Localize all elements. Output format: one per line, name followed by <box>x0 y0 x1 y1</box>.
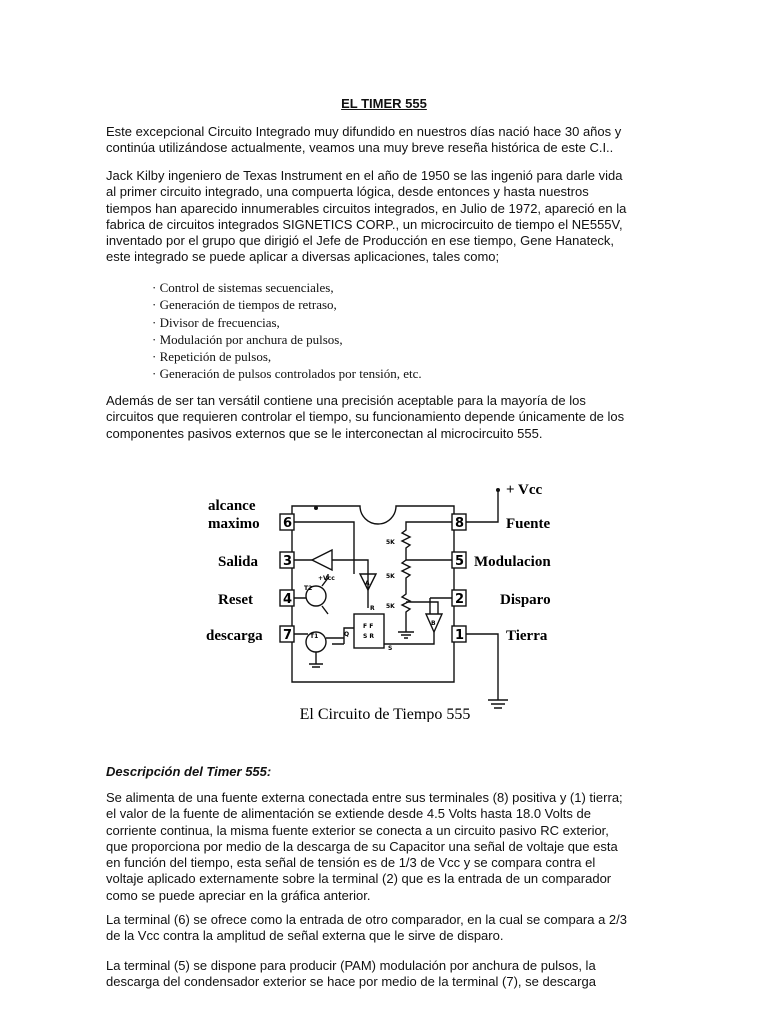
pin-4-label: Reset <box>218 592 253 608</box>
pin-8-label: Fuente <box>506 516 551 532</box>
vcc-label: + Vcc <box>506 482 543 498</box>
pin-7-label: descarga <box>206 628 263 644</box>
pin-2-number: 2 <box>455 592 465 607</box>
pin-6-label-line2: maximo <box>208 516 260 532</box>
timer-555-diagram <box>204 478 566 722</box>
resistor-1-label: 5K <box>386 539 395 546</box>
description-paragraph-1 <box>106 790 686 904</box>
ground-symbol <box>398 632 414 638</box>
pin-1-label: Tierra <box>506 628 548 644</box>
flip-flop-line2: S R <box>363 633 375 640</box>
text-line: La terminal (5) se dispone para producir (PAM) modulación por anchura de pulsos, la <box>106 958 596 973</box>
list-item: · Divisor de frecuencias, <box>152 314 280 330</box>
reset-input-label: R <box>370 605 375 612</box>
description-paragraph-2 <box>106 912 686 945</box>
t1-ground <box>309 664 323 667</box>
pin-2-label: Disparo <box>500 592 551 608</box>
text-line: este integrado se puede aplicar a diversas aplicaciones, tales como; <box>106 249 500 265</box>
pin-6-number: 6 <box>283 516 293 531</box>
pin-3-label: Salida <box>218 554 259 570</box>
transistor-vcc-label: +Vcc <box>318 575 335 582</box>
comparator-a-label: A <box>365 580 370 587</box>
text-line: descarga del condensador exterior se hace por medio de la terminal (7), se descarga <box>106 974 596 990</box>
history-paragraph <box>106 168 686 266</box>
description-heading: Descripción del Timer 555: <box>106 764 272 779</box>
resistor-3-label: 5K <box>386 603 395 610</box>
list-item: · Generación de pulsos controlados por tensión, etc. <box>152 366 422 382</box>
text-line: como se puede apreciar en la gráfica anterior. <box>106 887 371 903</box>
output-buffer <box>312 550 332 570</box>
text-line: inventado por el grupo que dirigió el Jefe de Producción en ese tiempo, Gene Hanateck, <box>106 233 615 249</box>
list-item: · Generación de tiempos de retraso, <box>152 297 337 313</box>
transistor-t1-label: T1 <box>310 633 319 640</box>
vcc-node <box>496 488 500 492</box>
text-line: en función del tiempo, esta señal de tensión es de 1/3 de Vcc y se compara contra el <box>106 855 596 871</box>
page-title: EL TIMER 555 <box>341 96 427 111</box>
q-output-label: Q <box>344 631 350 638</box>
text-line: de la Vcc contra la amplitud de señal externa que le sirve de disparo. <box>106 928 504 944</box>
list-item: · Repetición de pulsos, <box>152 349 272 365</box>
text-line: al primer circuito integrado, una compuerta lógica, desde entonces y hasta nuestros <box>106 184 589 200</box>
pin-4-number: 4 <box>283 592 293 607</box>
pin-5-number: 5 <box>455 554 465 569</box>
text-line: Se alimenta de una fuente externa conectada entre sus terminales (8) positiva y (1) tierra; <box>106 790 623 805</box>
pin-5-label: Modulacion <box>474 554 551 570</box>
comparator-b-label: B <box>431 620 436 627</box>
transistor-t2-label: T2 <box>304 585 313 592</box>
pin-1-number: 1 <box>455 628 465 643</box>
set-input-label: S <box>388 645 393 652</box>
applications-list <box>152 279 422 383</box>
text-line: el valor de la fuente de alimentación se extiende desde 4.5 Volts hasta 18.0 Volts de <box>106 806 591 822</box>
text-line: Además de ser tan versátil contiene una precisión aceptable para la mayoría de los <box>106 393 586 408</box>
vcc-wire <box>466 490 498 522</box>
description-paragraph-3 <box>106 958 686 991</box>
text-line: Este excepcional Circuito Integrado muy difundido en nuestros días nació hace 30 años y <box>106 124 622 139</box>
pin-6-label-line1: alcance <box>208 498 256 514</box>
text-line: componentes pasivos externos que se le interconectan al microcircuito 555. <box>106 425 543 441</box>
text-line: Jack Kilby ingeniero de Texas Instrument en el año de 1950 se las ingenió para darle vida <box>106 168 623 183</box>
text-line: tiempos han aparecido innumerables circuitos integrados, en Julio de 1972, apareció en la <box>106 200 627 216</box>
versatility-paragraph <box>106 393 686 442</box>
text-line: La terminal (6) se ofrece como la entrada de otro comparador, en la cual se compara a 2/3 <box>106 912 628 927</box>
text-line: circuitos que requieren controlar el tiempo, su funcionamiento depende únicamente de los <box>106 409 625 425</box>
ground-wire <box>466 634 508 708</box>
flip-flop <box>354 614 384 648</box>
comparator-a-wires <box>294 522 368 608</box>
text-line: voltaje aplicado externamente sobre la terminal (2) que es la entrada de un comparador <box>106 871 612 887</box>
list-item: · Control de sistemas secuenciales, <box>152 280 334 295</box>
diagram-svg <box>204 478 566 722</box>
comparator-b-wires <box>406 598 452 614</box>
pin-8-number: 8 <box>455 516 465 531</box>
list-item: · Modulación por anchura de pulsos, <box>152 331 343 347</box>
resistor-2-label: 5K <box>386 573 395 580</box>
pin-3-number: 3 <box>283 554 293 569</box>
text-line: que proporciona por medio de la descarga de su Capacitor una señal de voltaje que esta <box>106 838 618 854</box>
text-line: fabrica de circuitos integrados SIGNETICS CORP., un microcircuito de tiempo el NE555V, <box>106 216 623 232</box>
pin1-dot <box>314 506 318 510</box>
flip-flop-line1: F F <box>363 623 374 630</box>
diagram-caption: El Circuito de Tiempo 555 <box>299 706 471 722</box>
pin-7-number: 7 <box>283 628 293 643</box>
text-line: corriente continua, la misma fuente exterior se conecta a un circuito pasivo RC exterior, <box>106 822 609 838</box>
text-line: continúa utilizándose actualmente, veamos una muy breve reseña histórica de este C.I.. <box>106 140 614 156</box>
intro-paragraph <box>106 124 686 157</box>
transistor-t1-wires <box>294 634 344 664</box>
